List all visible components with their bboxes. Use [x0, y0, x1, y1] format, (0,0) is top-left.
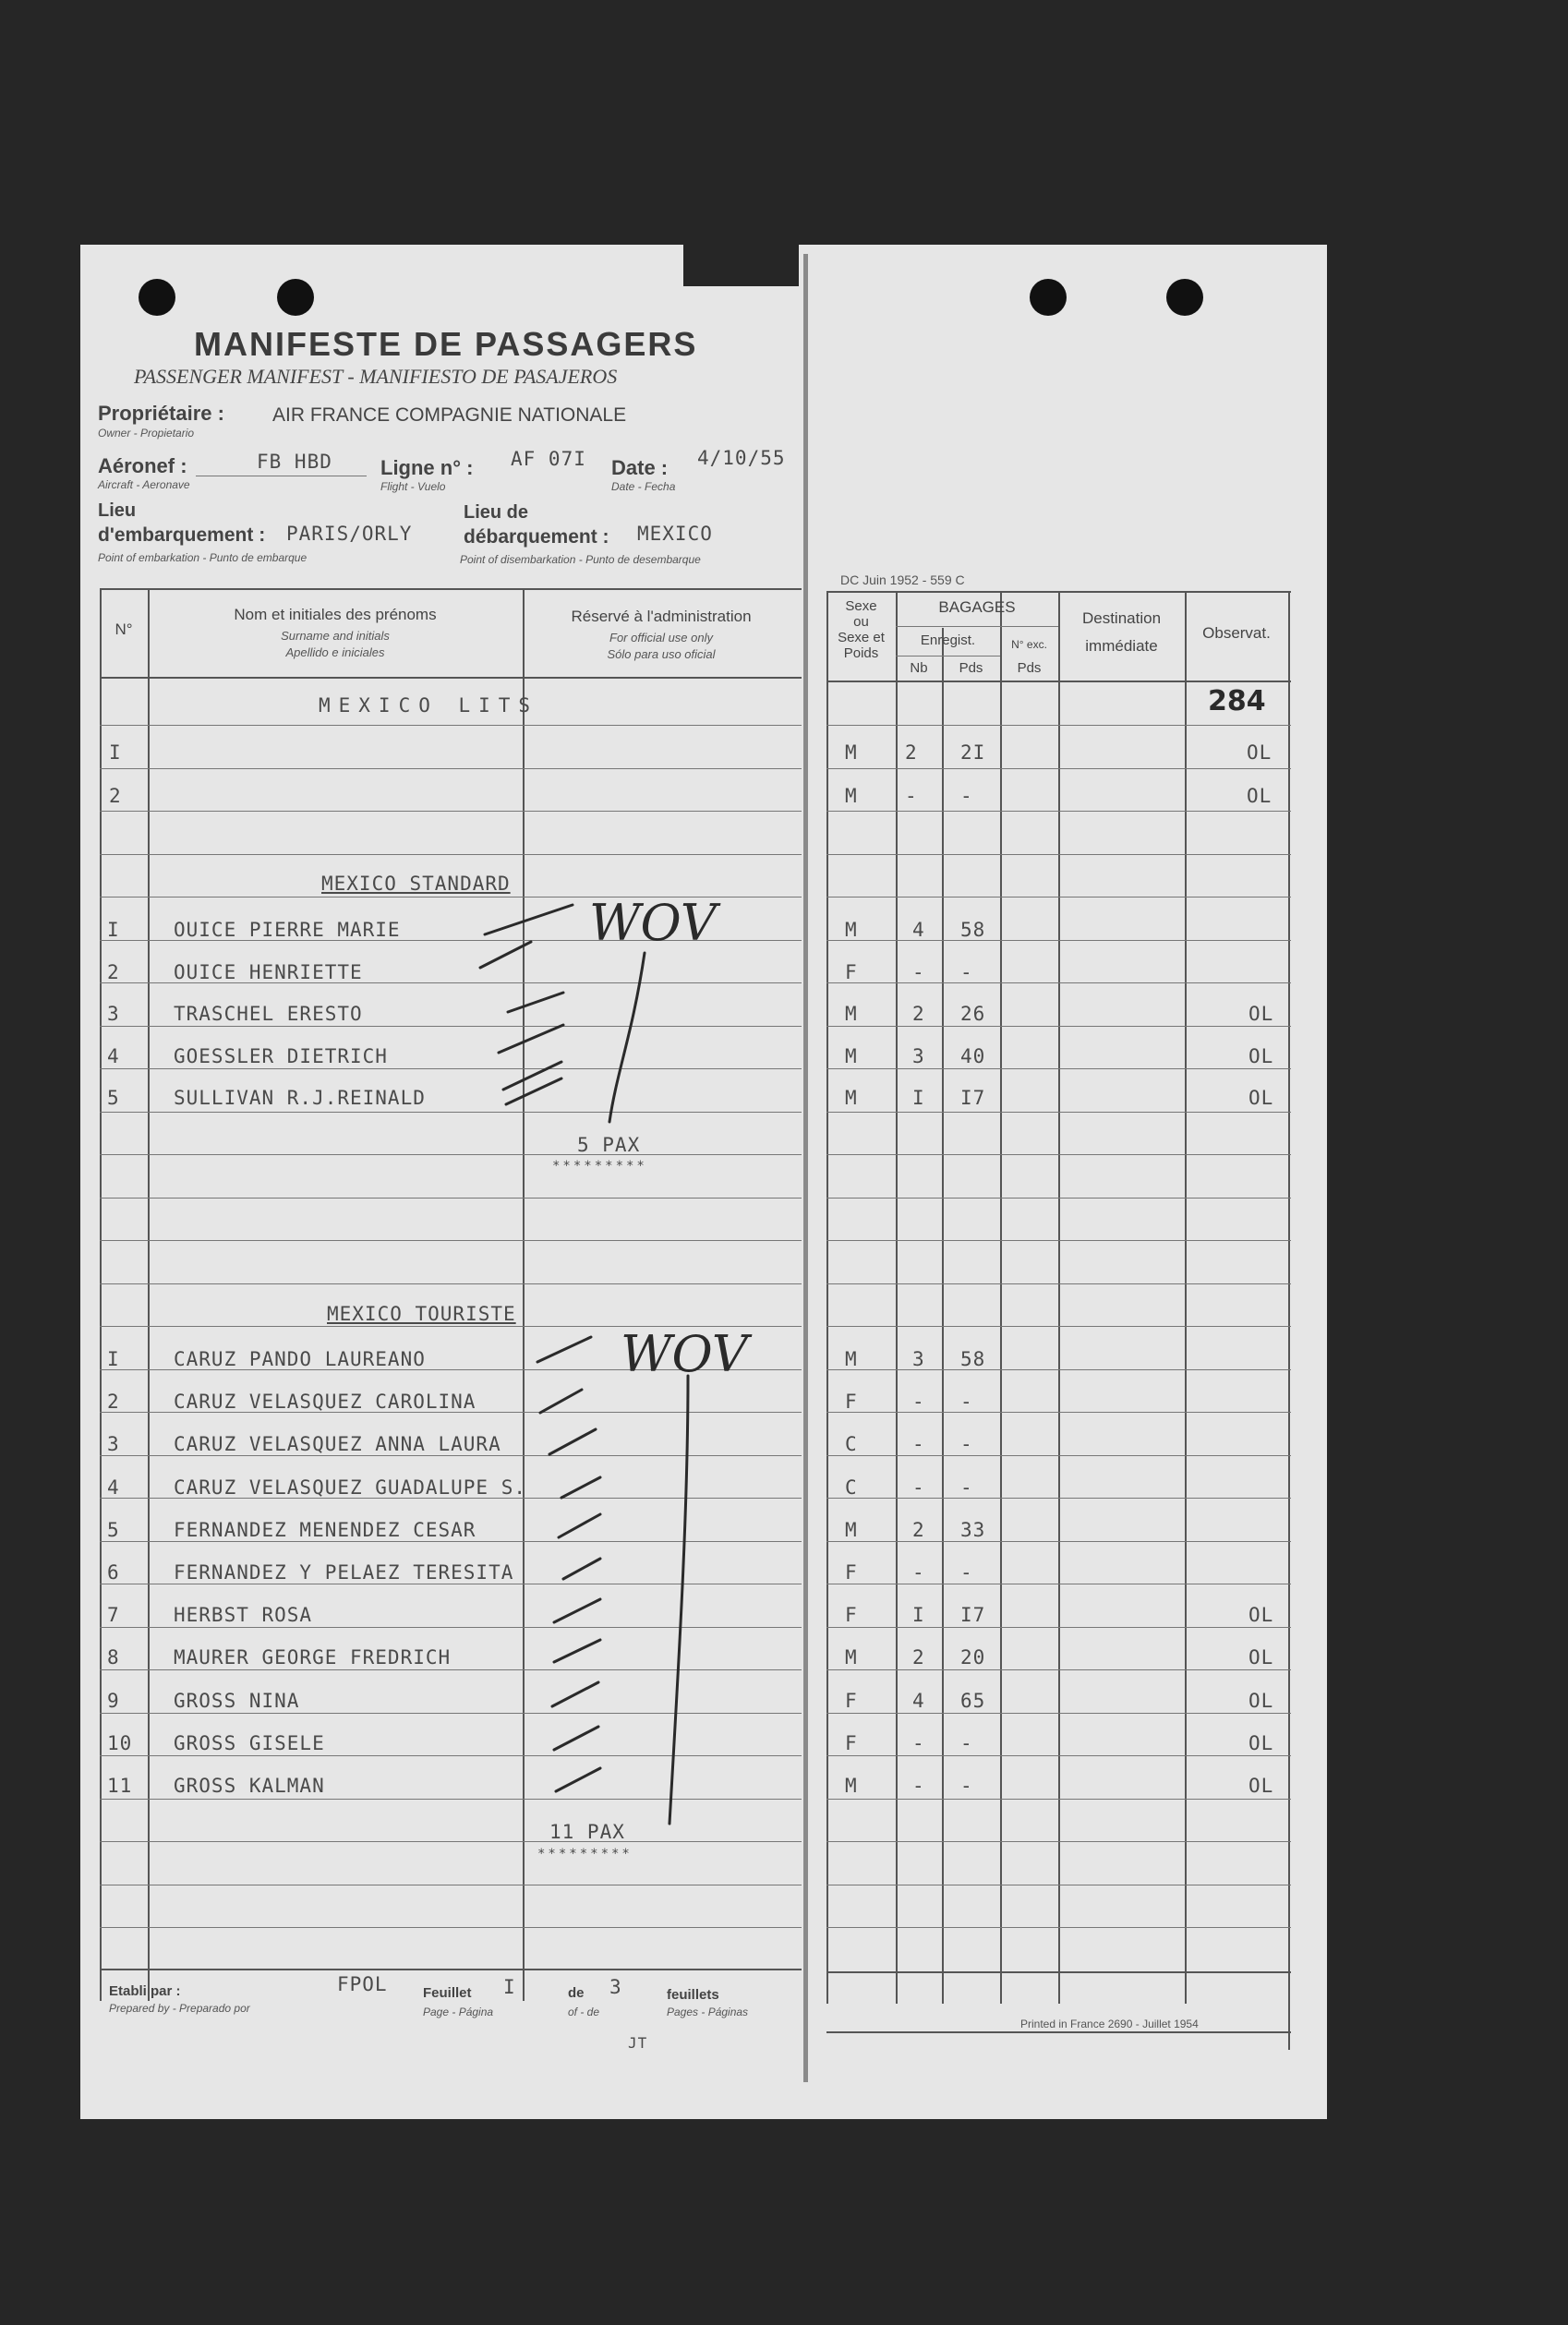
- bag-weight: 33: [960, 1519, 986, 1541]
- disembark-label-1: Lieu de: [464, 502, 529, 523]
- bag-count: 2: [912, 1003, 925, 1025]
- passenger-name: SULLIVAN R.J.REINALD: [174, 1087, 426, 1109]
- prepared-sub: Prepared by - Preparado por: [109, 2002, 250, 2015]
- line-sub: Flight - Vuelo: [380, 480, 446, 493]
- bag-weight: 2I: [960, 741, 986, 764]
- official-mark-2: WOV: [621, 1325, 748, 1383]
- col-sex-line3: Sexe et: [838, 630, 885, 645]
- embark-value: PARIS/ORLY: [286, 523, 413, 545]
- passenger-sex: M: [845, 741, 858, 764]
- bag-weight: I7: [960, 1604, 986, 1626]
- passenger-name: CARUZ VELASQUEZ GUADALUPE S.: [174, 1476, 527, 1499]
- bag-weight: I7: [960, 1087, 986, 1109]
- page-title: MANIFESTE DE PASSAGERS: [194, 325, 698, 363]
- bag-weight: -: [960, 1391, 973, 1413]
- passenger-sex: F: [845, 961, 858, 983]
- bag-weight: -: [960, 961, 973, 983]
- passenger-name: CARUZ PANDO LAUREANO: [174, 1348, 426, 1370]
- passenger-name: GROSS GISELE: [174, 1732, 325, 1754]
- passenger-name: FERNANDEZ MENENDEZ CESAR: [174, 1519, 476, 1541]
- touriste-stars: *********: [537, 1847, 633, 1861]
- col-sex-line1: Sexe: [845, 598, 877, 614]
- col-admin-sub2: Sólo para uso oficial: [607, 647, 716, 661]
- of-sub: of - de: [568, 2006, 600, 2018]
- col-name: Nom et initiales des prénoms: [234, 606, 437, 623]
- passenger-sex: F: [845, 1561, 858, 1584]
- passenger-sex: M: [845, 785, 858, 807]
- col-destination: Destination: [1081, 609, 1162, 627]
- disembark-sub: Point of disembarkation - Punto de desembarque: [460, 553, 701, 566]
- passenger-name: GROSS NINA: [174, 1690, 300, 1712]
- passenger-sex: M: [845, 1646, 858, 1668]
- passenger-name: OUICE PIERRE MARIE: [174, 919, 401, 941]
- owner-label: Propriétaire :: [98, 402, 224, 425]
- row-no: 8: [107, 1646, 120, 1668]
- passenger-name: CARUZ VELASQUEZ CAROLINA: [174, 1391, 476, 1413]
- bag-count: -: [912, 961, 925, 983]
- embark-label-2: d'embarquement :: [98, 524, 266, 546]
- row-no: 6: [107, 1561, 120, 1584]
- passenger-name: TRASCHEL ERESTO: [174, 1003, 363, 1025]
- passenger-name: OUICE HENRIETTE: [174, 961, 363, 983]
- sheet-sub: Page - Página: [423, 2006, 494, 2018]
- passenger-sex: M: [845, 1003, 858, 1025]
- bag-count: 2: [912, 1519, 925, 1541]
- row-no: 7: [107, 1604, 120, 1626]
- row-no: I: [107, 1348, 120, 1370]
- bag-weight: 40: [960, 1045, 986, 1067]
- row-no: 11: [107, 1775, 133, 1797]
- line-label: Ligne n° :: [380, 456, 474, 479]
- row-no: 10: [107, 1732, 133, 1754]
- page-subtitle: PASSENGER MANIFEST - MANIFIESTO DE PASAJEROS: [134, 365, 618, 388]
- of-value: 3: [609, 1976, 622, 1998]
- passenger-sex: F: [845, 1732, 858, 1754]
- row-no: 2: [109, 785, 122, 807]
- sheet-value: I: [503, 1976, 516, 1998]
- prepared-value: FPOL: [337, 1973, 388, 1995]
- initials: JT: [628, 2034, 648, 2052]
- bag-count: -: [912, 1476, 925, 1499]
- col-admin-sub1: For official use only: [609, 631, 713, 644]
- section-heading-standard: MEXICO STANDARD: [321, 873, 511, 895]
- observation: OL: [1248, 1604, 1274, 1626]
- bag-count: -: [912, 1732, 925, 1754]
- bag-weight: 58: [960, 1348, 986, 1370]
- row-no: 2: [107, 1391, 120, 1413]
- observation: OL: [1247, 785, 1272, 807]
- observation: OL: [1248, 1087, 1274, 1109]
- col-sex-line2: ou: [853, 614, 869, 630]
- observation: OL: [1248, 1775, 1274, 1797]
- bag-count: -: [912, 1433, 925, 1455]
- bag-weight: 20: [960, 1646, 986, 1668]
- row-no: 5: [107, 1087, 120, 1109]
- col-name-sub2: Apellido e iniciales: [285, 645, 385, 659]
- owner-value: AIR FRANCE COMPAGNIE NATIONALE: [272, 404, 627, 426]
- sheet-label: Feuillet: [423, 1985, 472, 2001]
- passenger-sex: M: [845, 1519, 858, 1541]
- passenger-name: MAURER GEORGE FREDRICH: [174, 1646, 452, 1668]
- embark-label-1: Lieu: [98, 500, 137, 521]
- section-heading-touriste: MEXICO TOURISTE: [327, 1303, 516, 1325]
- col-pds-excess: Pds: [1017, 660, 1042, 676]
- bag-count: -: [912, 1775, 925, 1797]
- bag-count: I: [912, 1604, 925, 1626]
- bag-weight: 26: [960, 1003, 986, 1025]
- col-name-sub1: Surname and initials: [281, 629, 390, 643]
- standard-stars: *********: [552, 1159, 647, 1174]
- bag-count: 3: [912, 1045, 925, 1067]
- bag-weight: 58: [960, 919, 986, 941]
- bag-count: I: [912, 1087, 925, 1109]
- bag-count: -: [905, 785, 918, 807]
- col-no: N°: [115, 620, 133, 638]
- touriste-total: 11 PAX: [549, 1821, 625, 1843]
- row-no: 5: [107, 1519, 120, 1541]
- printed-note: Printed in France 2690 - Juillet 1954: [1020, 2018, 1199, 2030]
- passenger-sex: M: [845, 1087, 858, 1109]
- aircraft-value: FB HBD: [257, 451, 332, 473]
- col-observations: Observat.: [1202, 624, 1271, 642]
- row-no: I: [109, 741, 122, 764]
- bag-weight: -: [960, 1732, 973, 1754]
- bag-weight: -: [960, 1433, 973, 1455]
- row-no: 3: [107, 1003, 120, 1025]
- passenger-sex: M: [845, 919, 858, 941]
- passenger-sex: C: [845, 1476, 858, 1499]
- observation: OL: [1248, 1646, 1274, 1668]
- passenger-name: FERNANDEZ Y PELAEZ TERESITA: [174, 1561, 514, 1584]
- bag-count: -: [912, 1391, 925, 1413]
- row-no: 4: [107, 1045, 120, 1067]
- col-enreg: Enregist.: [920, 632, 976, 648]
- passenger-sex: F: [845, 1690, 858, 1712]
- bag-count: 3: [912, 1348, 925, 1370]
- passenger-sex: M: [845, 1045, 858, 1067]
- row-no: 3: [107, 1433, 120, 1455]
- row-no: 2: [107, 961, 120, 983]
- col-destination-2: immédiate: [1085, 637, 1158, 655]
- aircraft-label: Aéronef :: [98, 454, 187, 477]
- col-sex-line4: Poids: [843, 645, 879, 661]
- row-no: 4: [107, 1476, 120, 1499]
- col-pds: Pds: [959, 660, 983, 676]
- passenger-sex: C: [845, 1433, 858, 1455]
- date-label: Date :: [611, 456, 669, 479]
- col-nb: Nb: [910, 660, 928, 676]
- page-number-handwritten: 284: [1208, 685, 1266, 717]
- passenger-name: HERBST ROSA: [174, 1604, 313, 1626]
- bag-weight: -: [960, 785, 973, 807]
- col-nexc: N° exc.: [1011, 638, 1047, 651]
- observation: OL: [1247, 741, 1272, 764]
- row-no: 9: [107, 1690, 120, 1712]
- bag-count: 2: [905, 741, 918, 764]
- row-no: I: [107, 919, 120, 941]
- passenger-sex: M: [845, 1775, 858, 1797]
- bag-count: -: [912, 1561, 925, 1584]
- passenger-name: GOESSLER DIETRICH: [174, 1045, 388, 1067]
- passenger-sex: F: [845, 1391, 858, 1413]
- line-value: AF 07I: [511, 448, 586, 470]
- standard-total: 5 PAX: [577, 1134, 641, 1156]
- aircraft-sub: Aircraft - Aeronave: [98, 478, 190, 491]
- sheets-label: feuillets: [667, 1987, 719, 2003]
- official-mark-1: WOV: [589, 894, 717, 952]
- passenger-sex: M: [845, 1348, 858, 1370]
- prepared-label: Etabli par :: [109, 1983, 181, 1999]
- passenger-sex: F: [845, 1604, 858, 1626]
- disembark-value: MEXICO: [637, 523, 713, 545]
- bag-weight: 65: [960, 1690, 986, 1712]
- bag-count: 4: [912, 1690, 925, 1712]
- col-admin: Réservé à l'administration: [571, 608, 752, 625]
- passenger-name: GROSS KALMAN: [174, 1775, 325, 1797]
- of-label: de: [568, 1985, 585, 2001]
- observation: OL: [1248, 1690, 1274, 1712]
- observation: OL: [1248, 1003, 1274, 1025]
- section-heading-lits: MEXICO LITS: [319, 694, 539, 717]
- col-bagages: BAGAGES: [938, 598, 1016, 616]
- passenger-name: CARUZ VELASQUEZ ANNA LAURA: [174, 1433, 501, 1455]
- date-sub: Date - Fecha: [611, 480, 676, 493]
- embark-sub: Point of embarkation - Punto de embarque: [98, 551, 308, 564]
- bag-weight: -: [960, 1476, 973, 1499]
- bag-weight: -: [960, 1775, 973, 1797]
- observation: OL: [1248, 1732, 1274, 1754]
- observation: OL: [1248, 1045, 1274, 1067]
- sheets-sub: Pages - Páginas: [667, 2006, 749, 2018]
- owner-sub: Owner - Propietario: [98, 427, 195, 440]
- disembark-label-2: débarquement :: [464, 526, 609, 548]
- bag-weight: -: [960, 1561, 973, 1584]
- bag-count: 2: [912, 1646, 925, 1668]
- form-code: DC Juin 1952 - 559 C: [840, 572, 965, 587]
- bag-count: 4: [912, 919, 925, 941]
- date-value: 4/10/55: [697, 447, 786, 469]
